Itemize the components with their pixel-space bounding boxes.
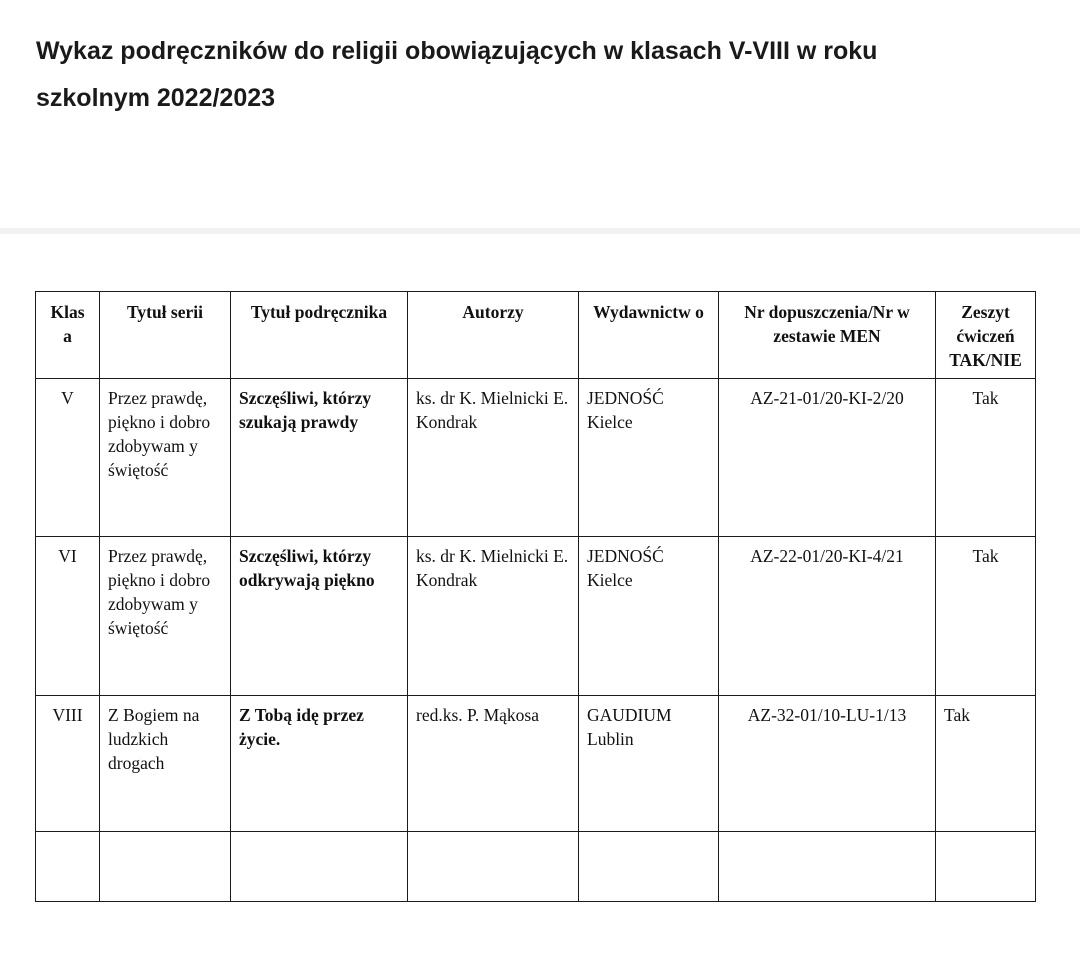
cell-nr: AZ-32-01/10-LU-1/13 bbox=[719, 696, 936, 832]
cell-nr bbox=[719, 832, 936, 902]
cell-wydawnictwo bbox=[579, 832, 719, 902]
cell-seria bbox=[100, 832, 231, 902]
table-row bbox=[36, 379, 1036, 537]
cell-zeszyt: Tak bbox=[936, 537, 1036, 696]
table-row bbox=[36, 537, 1036, 696]
cell-seria: Przez prawdę, piękno i dobro zdobywam y świętość bbox=[100, 379, 231, 537]
cell-wydawnictwo: JEDNOŚĆ Kielce bbox=[579, 379, 719, 537]
table-header-row bbox=[36, 292, 1036, 379]
cell-klasa: VIII bbox=[36, 696, 100, 832]
cell-podrecznik: Z Tobą idę przez życie. bbox=[231, 696, 408, 832]
header-klasa: Klas a bbox=[36, 292, 100, 379]
document-title: Wykaz podręczników do religii obowiązujących w klasach V-VIII w roku szkolnym 2022/2023 bbox=[36, 37, 878, 112]
cell-nr: AZ-21-01/20-KI-2/20 bbox=[719, 379, 936, 537]
cell-podrecznik bbox=[231, 832, 408, 902]
header-wydawnictwo: Wydawnictw o bbox=[579, 292, 719, 379]
header-nr-dopuszczenia: Nr dopuszczenia/Nr w zestawie MEN bbox=[719, 292, 936, 379]
cell-wydawnictwo: GAUDIUM Lublin bbox=[579, 696, 719, 832]
cell-podrecznik: Szczęśliwi, którzy szukają prawdy bbox=[231, 379, 408, 537]
cell-klasa bbox=[36, 832, 100, 902]
header-autorzy: Autorzy bbox=[408, 292, 579, 379]
cell-zeszyt bbox=[936, 832, 1036, 902]
cell-autorzy: ks. dr K. Mielnicki E. Kondrak bbox=[408, 537, 579, 696]
cell-klasa: V bbox=[36, 379, 100, 537]
header-podrecznik: Tytuł podręcznika bbox=[231, 292, 408, 379]
cell-podrecznik: Szczęśliwi, którzy odkrywają piękno bbox=[231, 537, 408, 696]
header-seria: Tytuł serii bbox=[100, 292, 231, 379]
cell-klasa: VI bbox=[36, 537, 100, 696]
cell-autorzy: ks. dr K. Mielnicki E. Kondrak bbox=[408, 379, 579, 537]
cell-autorzy: red.ks. P. Mąkosa bbox=[408, 696, 579, 832]
cell-seria: Z Bogiem na ludzkich drogach bbox=[100, 696, 231, 832]
cell-zeszyt: Tak bbox=[936, 379, 1036, 537]
cell-nr: AZ-22-01/20-KI-4/21 bbox=[719, 537, 936, 696]
page-separator bbox=[0, 228, 1080, 234]
cell-autorzy bbox=[408, 832, 579, 902]
textbook-table bbox=[35, 291, 1036, 902]
table-row bbox=[36, 832, 1036, 902]
header-zeszyt: Zeszyt ćwiczeń TAK/NIE bbox=[936, 292, 1036, 379]
table-row bbox=[36, 696, 1036, 832]
cell-wydawnictwo: JEDNOŚĆ Kielce bbox=[579, 537, 719, 696]
cell-zeszyt: Tak bbox=[936, 696, 1036, 832]
cell-seria: Przez prawdę, piękno i dobro zdobywam y świętość bbox=[100, 537, 231, 696]
